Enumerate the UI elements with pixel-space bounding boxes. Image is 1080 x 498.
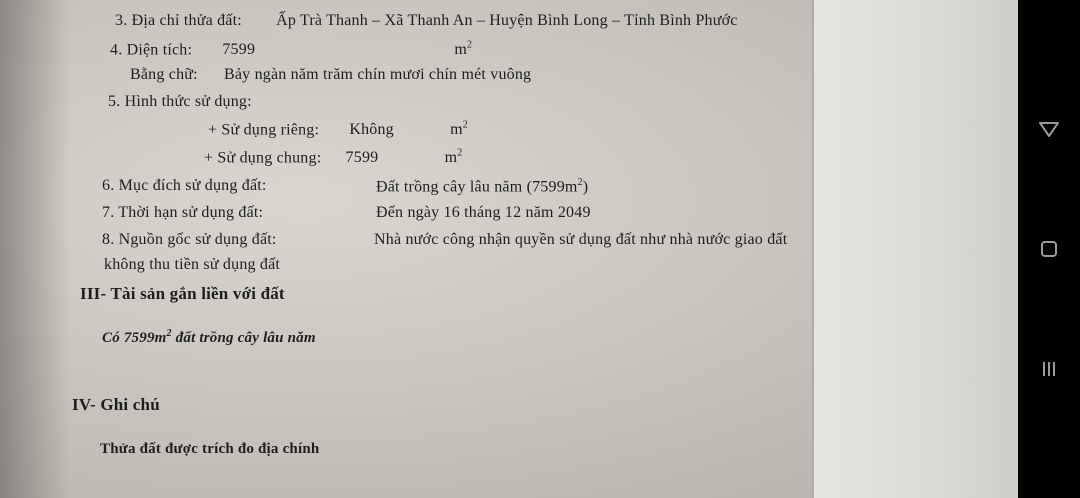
section-3-text: Có $7599m^2$ đất trồng cây lâu năm: [102, 328, 316, 346]
photo-bright-fold: [812, 0, 1018, 498]
origin-continuation: không thu tiền sử dụng đất: [104, 256, 281, 273]
area-row: [110, 40, 472, 59]
paper-crease: [812, 0, 814, 498]
section-3-heading: III- Tài sản gắn liền với đất: [80, 284, 285, 303]
address-row: [115, 12, 738, 30]
origin-row: [102, 231, 788, 249]
term-row: [102, 204, 591, 222]
area-words-label: Bằng chữ:: [130, 66, 198, 83]
usage-form-label: 5. Hình thức sử dụng:: [108, 93, 252, 110]
shared-use-row: [204, 148, 462, 167]
shared-use-label: + Sử dụng chung:: [204, 149, 322, 167]
area-unit: $m^2$: [454, 40, 473, 59]
purpose-value: Đất trồng cây lâu năm $(7599m^2)$: [376, 177, 589, 196]
area-label: 4. Diện tích:: [110, 41, 193, 59]
section-4-heading: IV- Ghi chú: [72, 395, 160, 414]
three-lines-recents-icon[interactable]: [1036, 356, 1062, 382]
area-value: 7599: [222, 41, 256, 59]
address-value: Ấp Trà Thanh – Xã Thanh An – Huyện Bình Long – Tỉnh Bình Phước: [276, 12, 738, 29]
private-use-unit: $m^2$: [450, 120, 468, 139]
usage-form-row: [108, 93, 252, 111]
system-navigation-bar: [1018, 0, 1080, 498]
private-use-value: Không: [349, 121, 394, 139]
private-use-row: [208, 120, 468, 139]
origin-label: 8. Nguồn gốc sử dụng đất:: [102, 231, 277, 248]
term-value: Đến ngày 16 tháng 12 năm 2049: [376, 204, 591, 221]
area-words-row: [130, 66, 531, 84]
photo-shadow-left: [0, 0, 70, 498]
purpose-label: 6. Mục đích sử dụng đất:: [102, 177, 267, 194]
area-words-value: Bảy ngàn năm trăm chín mươi chín mét vuông: [224, 66, 532, 83]
private-use-label: + Sử dụng riêng:: [208, 121, 320, 139]
address-label: 3. Địa chỉ thửa đất:: [115, 12, 242, 29]
purpose-row: [102, 177, 589, 196]
shared-use-unit: $m^2$: [444, 148, 463, 167]
triangle-back-icon[interactable]: [1036, 116, 1062, 142]
square-home-icon[interactable]: [1036, 236, 1062, 262]
section-4-text: Thửa đất được trích đo địa chính: [100, 441, 320, 457]
origin-value: Nhà nước công nhận quyền sử dụng đất như nhà nước giao đất: [374, 231, 788, 248]
shared-use-value: 7599: [345, 149, 379, 167]
term-label: 7. Thời hạn sử dụng đất:: [102, 204, 264, 221]
